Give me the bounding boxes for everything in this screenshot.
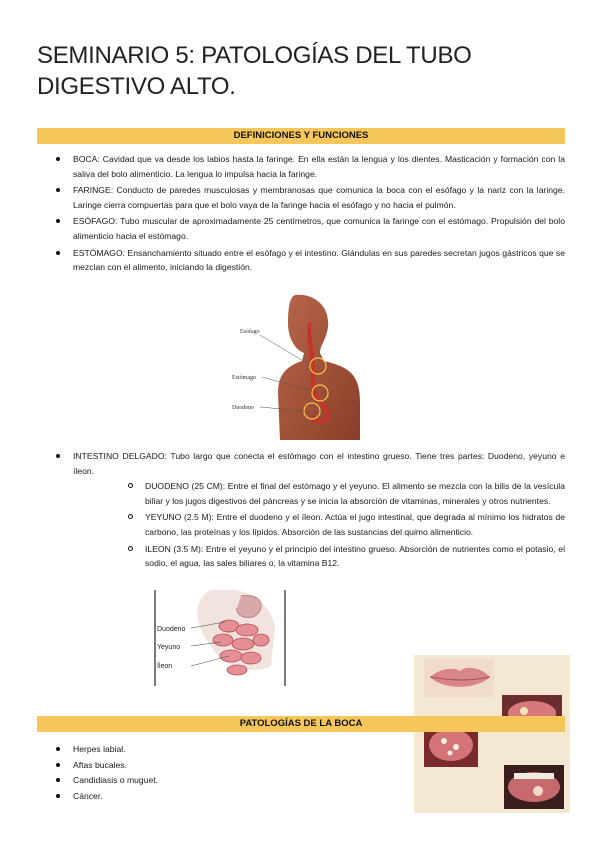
list-item-esofago: ESÓFAGO: Tubo muscular de aproximadamente 25 centímetros, que comunica la faringe con el estómago. Propulsión del bolo alimenticio hacia el estómago. [37, 214, 565, 243]
digestive-tract-figure [220, 293, 375, 440]
list-item-estomago: ESTÓMAGO: Ensanchamiento situado entre el esófago y el intestino. Glándulas en sus paredes secretan jugos gástricos que se mezclan con el alimento, iniciando la digestión. [37, 246, 565, 275]
figure-label-esofago: Esófago [240, 329, 260, 335]
list-item-boca: BOCA: Cavidad que va desde los labios hasta la faringe. En ella están la lengua y los dientes. Masticación y formación con la saliva del bolo alimenticio. La lengua lo impulsa hacia la faringe. [37, 152, 565, 181]
intestino-delgado-text: INTESTINO DELGADO: Tubo largo que conecta el estómago con el intestino grueso. Tiene tres partes: Duodeno, yeyuno e íleon. [73, 451, 565, 476]
list-item-intestino-delgado [37, 449, 565, 571]
small-intestine-list [37, 449, 565, 573]
lips-photo [424, 659, 494, 697]
list-item-cancer: Cáncer. [37, 789, 565, 805]
sub-item-ileon: ILEON (3.5 M): Entre el yeyuno y el principio del intestino grueso. Absorción de nutrientes como el potasio, el sodio, el agua, las sales biliares o, la vitamina B12. [109, 542, 565, 571]
small-intestine-figure [151, 586, 291, 690]
intestine-parts-list [73, 479, 565, 571]
sub-item-yeyuno: YEYUNO (2.5 M): Entre el duodeno y el íleon. Actúa el jugo intestinal, que degrada al mínimo los hidratos de carbono, las proteínas y los lípidos. Absorción de las sustancias del quimo alimenticio. [109, 510, 565, 539]
list-item-faringe: FARINGE: Conducto de paredes musculosas y membranosas que comunica la boca con el esófago y la nariz con la laringe. Laringe cierra compuertas para que el bolo vaya de la faringe hacia el esófago y no hacia el pulmón. [37, 183, 565, 212]
figure-label-estomago: Estómago [232, 375, 256, 381]
list-item-candidiasis: Candidiasis o muguet. [37, 773, 565, 789]
figure-label-yeyuno: Yeyuno [157, 644, 181, 651]
figure-label-duodeno-2: Duodeno [157, 626, 186, 633]
list-item-herpes: Herpes labial. [37, 742, 565, 758]
figure-label-duodeno: Duodeno [232, 405, 254, 411]
mouth-pathologies-list [37, 742, 565, 804]
page-title: SEMINARIO 5: PATOLOGÍAS DEL TUBO DIGESTIVO ALTO. [37, 42, 472, 100]
list-item-aftas: Aftas bucales. [37, 758, 565, 774]
figure-label-ileon: Íleon [157, 663, 173, 670]
section-heading-definiciones: DEFINICIONES Y FUNCIONES [37, 128, 565, 144]
definitions-list [37, 152, 565, 277]
section-heading-patologias-boca: PATOLOGÍAS DE LA BOCA [37, 716, 565, 732]
sub-item-duodeno: DUODENO (25 CM): Entre el final del estómago y el yeyuno. El alimento se mezcla con la bilis de la vesícula biliar y los jugos digestivos del páncreas y se inicia la absorción de vitaminas, minerales y otros nutrientes. [109, 479, 565, 508]
